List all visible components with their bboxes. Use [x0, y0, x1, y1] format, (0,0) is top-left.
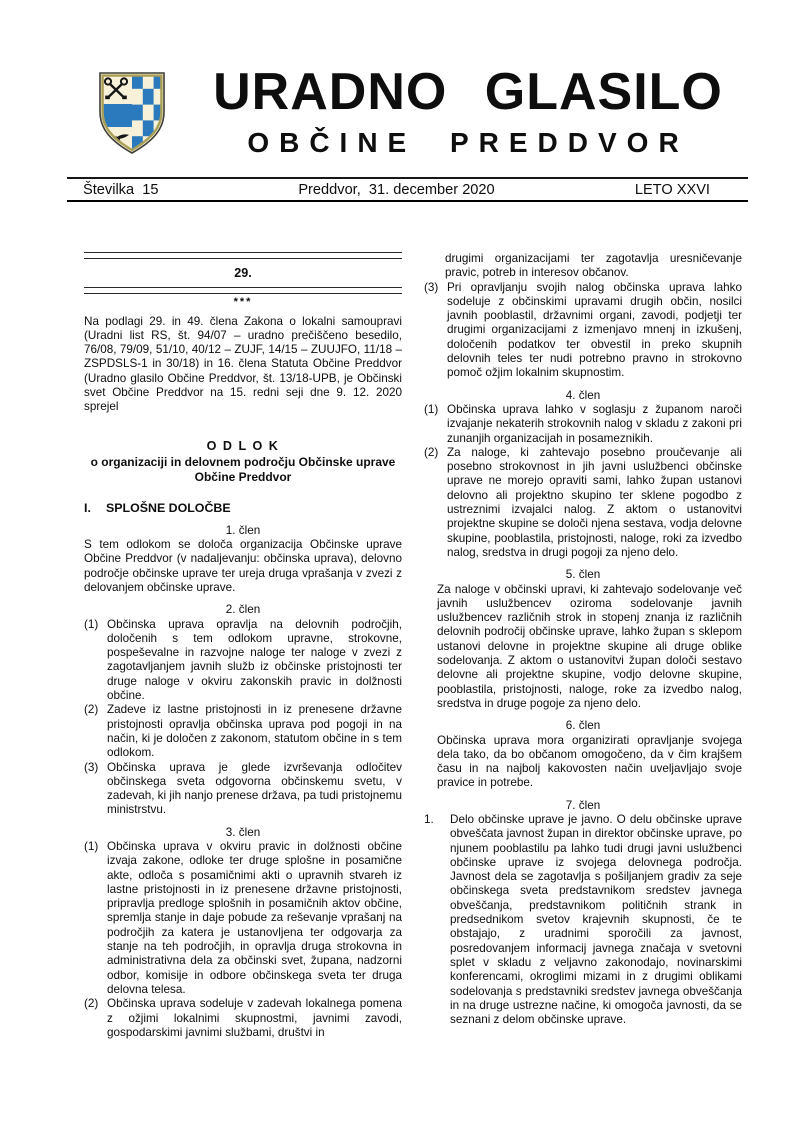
list-item-marker: (3) [84, 760, 99, 774]
section-heading [84, 501, 402, 515]
paragraph: drugimi organizacijami ter zagotavlja uresničevanje pravic, potreb in interesov občanov. [445, 252, 742, 280]
issue-year: LETO XXVI [634, 182, 710, 198]
list-item-text: Zadeve iz lastne pristojnosti in iz prenesene državne pristojnosti opravlja občinska uprava pod pogoji in na način, ki je določen z zakonom, statutom občine in s tem odlokom. [107, 703, 402, 760]
list-item-marker: (2) [84, 997, 99, 1011]
list-item-text: Občinska uprava v okviru pravic in dolžnosti občine izvaja zakone, odloke ter druge splošne in posamične akte, odloča s posamičnimi akti o upravnih stvareh iz lastne pristojnosti in iz prenesene državne pristojnosti, pripravlja predloge splošnih in posamičnih aktov občine, spremlja stanje in daje pobude za reševanje vprašanj na področjih za katera je ustanovljena ter odgovarja za stanje na teh področjih, in opravlja druga strokovna in administrativna dela za občinski svet, župana, nadzorni odbor, komisije in odbore občinskega sveta ter druga delovna telesa. [107, 839, 402, 996]
list-item-marker: (1) [84, 617, 99, 631]
article-heading: 6. člen [565, 719, 601, 733]
list-item [84, 997, 402, 1040]
paragraph: Občinska uprava mora organizirati opravljanje svojega dela tako, da bo občanom omogočeno, da v čim krajšem času in na najbolj kakovosten način uveljavljajo svoje pravice in potrebe. [437, 733, 742, 790]
list-item-text: Občinska uprava je glede izvrševanja odločitev občinskega sveta odgovorna občinskemu svetu, v zadevah, ki jih nanjo prenese država, pa tudi pristojnemu ministrstvu. [107, 760, 402, 817]
paragraph: Na podlagi 29. in 49. člena Zakona o lokalni samoupravi (Uradni list RS, št. 94/07 – uradno prečiščeno besedilo, 76/08, 79/09, 51/10, 40/12 – ZUJF, 14/15 – ZUUJFO, 11/18 – ZSPDSLS-1 in 30/18) in 16. člena Statuta Občine Preddvor (Uradno glasilo Občine Preddvor, št. 13/18-UPB, je Občinski svet Občine Preddvor na 15. redni seji dne 9. 12. 2020 sprejel [84, 314, 402, 414]
decree-title-line: Občine Preddvor [194, 469, 292, 484]
list-item-text: Za naloge, ki zahtevajo posebno proučevanje ali posebno strokovnost in jih javni uslužbenci občinske uprave ne morejo opraviti sami, lahko župan ustanovi delovno ali projektno skupino ter sklene pogodbo z ustreznimi izvajalci nalog. Z aktom o ustanovitvi projektne skupine se določi njena sestava, vodja delovne skupine, pooblastila, pristojnosti, naloge, roki za izvedbo nalog, sredstva in drugi pogoji za njeno delo. [447, 445, 742, 559]
article-heading: 2. člen [225, 603, 261, 617]
double-rule [84, 287, 402, 294]
list-item-marker: (1) [84, 839, 99, 853]
article-heading: 4. člen [565, 388, 601, 402]
article-heading: 1. člen [225, 523, 261, 537]
document-body [84, 252, 742, 1040]
list-item [84, 618, 402, 704]
decree-title-line: O D L O K [206, 438, 280, 453]
left-column [84, 252, 402, 1040]
paragraph: Za naloge v občinski upravi, ki zahtevajo sodelovanje več javnih uslužbencev oziroma sodelovanje javnih uslužbencev različnih strok in stopenj znanja iz različnih delovnih področij občinske uprave, lahko župan s sklepom ustanovi delovne in projektne skupine ali druge oblike sodelovanja. Z aktom o ustanovitvi župan določi sestavo delovne ali projektne skupine, vodjo delovne skupine, pooblastila, pristojnosti, naloge, roke za izvedbo nalog, sredstva in druge pogoje za njeno delo. [437, 582, 742, 710]
right-column [424, 252, 742, 1040]
gazette-title-line2: OBČINE PREDDVOR [247, 127, 689, 158]
list-item [84, 840, 402, 997]
list-item [424, 813, 742, 1027]
list-item-text: Občinska uprava lahko v soglasju z županom naroči izvajanje nekaterih strokovnih nalog v skladu z zakoni pri zunanjih organizacijah in posameznikih. [447, 402, 742, 445]
article-heading: 7. člen [565, 798, 601, 812]
issue-date: Preddvor, 31. december 2020 [298, 182, 495, 198]
list-item-text: Občinska uprava sodeluje v zadevah lokalnega pomena z ožjimi lokalnimi skupnostmi, javnimi zavodi, gospodarskimi javnimi službami, društvi in [107, 997, 402, 1039]
list-item-marker: (2) [84, 703, 99, 717]
list-item-marker: (1) [424, 402, 439, 416]
list-item-marker: (3) [424, 280, 439, 294]
list-item-text: Občinska uprava opravlja na delovnih področjih, določenih s tem odlokom upravne, strokovne, pospeševalne in razvojne naloge ter naloge v zvezi z zagotavljanjem javnih služb iz občinske pristojnosti ter druge naloge v okviru zakonskih pravic in dolžnosti občine. [107, 617, 402, 703]
double-rule [84, 252, 402, 259]
gazette-title-line1: URADNO GLASILO [213, 63, 723, 121]
section-heading-marker: I. [84, 501, 91, 516]
section-heading-text: SPLOŠNE DOLOČBE [106, 501, 231, 516]
list-item-text: Pri opravljanju svojih nalog občinska uprava lahko sodeluje z občinskimi upravami drugih občin, nosilci javnih pooblastil, državnimi organi, zavodi, podjetji ter drugimi organizacijami z izmenjavo mnenj in izkušenj, določenih podatkov ter obvestil in preko skupnih delovnih teles ter nudi potrebno pravno in strokovno pomoč ožjim lokalnim skupnostim. [447, 280, 742, 380]
decree-title-line: o organizaciji in delovnem področju Občinske uprave [90, 455, 396, 470]
list-item [84, 703, 402, 760]
paragraph: S tem odlokom se določa organizacija Občinske uprave Občine Preddvor (v nadaljevanju: občinska uprava), delovno področje občinske uprave ter ureja druga vprašanja v zvezi z delovanjem občinske uprave. [84, 538, 402, 594]
ordinance-number: 29. [234, 266, 252, 280]
issue-number: Številka 15 [83, 182, 159, 198]
list-item [84, 761, 402, 818]
separator-stars: *** [233, 296, 253, 309]
list-item-marker: 1. [424, 812, 434, 826]
list-item-text: Delo občinske uprave je javno. O delu občinske uprave obveščata javnost župan in direktor občinske uprave, po njunem pooblastilu pa lahko tudi drugi javni uslužbenci občinske uprave iz svojega delovnega področja. Javnost dela se zagotavlja s pošiljanjem gradiv za seje občinskega sveta predstavnikom sredstev javnega obveščanja, predstavnikom političnih strank in predsednikom svetov krajevnih skupnosti, če te obstajajo, z uradnimi sporočili za javnost, posredovanjem informacij javnega značaja v svetovni splet v skladu z veljavno zakonodajo, novinarskimi konferencami, okroglimi mizami in z drugimi oblikami sodelovanja s predstavniki sredstev javnega obveščanja in na druge ustrezne načine, ki omogoča javnosti, da se seznani z delom občinske uprave. [450, 812, 742, 1027]
article-heading: 3. člen [225, 825, 261, 839]
list-item [424, 403, 742, 446]
list-item [424, 446, 742, 560]
list-item [424, 281, 742, 381]
gazette-masthead [150, 63, 786, 158]
decree-title [84, 439, 402, 485]
article-heading: 5. člen [565, 568, 601, 582]
list-item-marker: (2) [424, 445, 439, 459]
issue-infobar [67, 177, 748, 202]
